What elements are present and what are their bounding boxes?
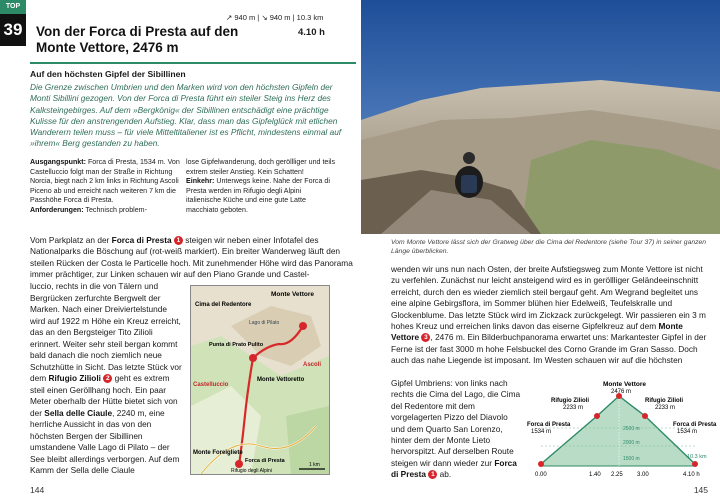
profile-elev-tick: 2500 m: [623, 426, 640, 432]
profile-time-tick: 1.40: [589, 472, 601, 478]
page-number-right: 145: [693, 485, 708, 495]
profile-end: Forca di Presta: [673, 422, 717, 428]
map-label: Cima del Redentore: [195, 302, 252, 308]
profile-start-elev: 1534 m: [531, 429, 552, 435]
body-text-1: Vom Parkplatz an der Forca di Presta 1 steigen wir neben einer Infotafel des Nationalparks die Böschung auf (rot-weiß markiert). Ein breiter Wanderweg läuft den steilen Rücken der Costa le Particelle hoch. Mit zunehmender Höhe wird das Panorama immer prächtiger, zur Linken schauen wir auf den Piano Grande und Castel-: [30, 235, 353, 280]
waypoint-marker: 2: [103, 374, 112, 383]
map-label: Punta di Prato Pulito: [209, 342, 264, 348]
tour-time: 4.10 h: [298, 27, 325, 38]
page-number-left: 144: [30, 485, 45, 495]
info-box-right: [186, 158, 338, 216]
route-map: [190, 285, 330, 475]
profile-time-tick: 4.10 h: [683, 472, 700, 478]
map-label: Rifugio degli Alpini: [231, 468, 272, 474]
body-text-3: wenden wir uns nun nach Osten, der breite Aufstiegsweg zum Monte Vettore ist nicht zu verfehlen. Zunächst nur leicht ansteigend wird es in geröllliger Geländeeinschnitt erreicht, durch den es wieder ziemlich steil bergauf geht. Am Wegrand begleitet uns eine alpine Gebirgsflora, im Sommer blühen hier Edelweiß, Teufelskralle und Glockenblume. Das letzte Stück wird im Zickzack zurückgelegt. Wir passieren ein 3 m hohes Kreuz und erreichen links davon das eiserne Gipfelkreuz auf dem Monte Vettore 3 , 2476 m. Ein Bilderbuchpanorama erwartet uns: Markantester Gipfel in der Ferne ist der fast 3000 m hohe Felsbuckel des Corno Grande im Gran Sasso. Doch auch das nahe Liegende ist imposant. Im Westen schauen wir auf die höchsten: [391, 264, 707, 366]
right-page: [361, 0, 720, 501]
profile-time-tick: 3.00: [637, 472, 649, 478]
photo-caption: Vom Monte Vettore lässt sich der Gratweg über die Cima del Redentore (siehe Tour 37) in seiner ganzen Länge überblicken.: [391, 239, 707, 255]
profile-hut-left-elev: 2233 m: [563, 405, 584, 411]
body-text-2: luccio, rechts in die von Tälern und Bergrücken zerfurchte Bergwelt der Marken. Nach einer Dreiviertelstunde wird auf 1922 m Höhe ein Kreuz erreicht, das an den Bergsteiger Tito Zilioli erinnert. Weiter sehr steil bergan kommt bald danach die noch ziemlich neue Schutzhütte in Sicht. Das letzte Stück vor dem Rifugio Zilioli 2 geht es extrem steil einen Geröllhang hoch. Ein paar Meter oberhalb der Hütte bietet sich von der Sella delle Ciaule, 2240 m, eine herrliche Aussicht in das von den höchsten Bergen der Sibillinen umstandene Valle Lago di Pilato – der See bleibt allerdings verborgen. Auf dem Kamm der Sella delle Ciaule: [30, 281, 182, 475]
waypoint-marker: 3: [421, 333, 430, 342]
map-label: Monte Vettoretto: [257, 377, 305, 383]
profile-hut-left: Rifugio Zilioli: [551, 398, 589, 404]
tour-tag-top: TOP: [0, 0, 26, 14]
waypoint-marker: 1: [174, 236, 183, 245]
info-food: Einkehr: Unterwegs keine. Nahe der Forca di Presta werden im Rifugio degli Alpini italienische Küche und eine gute Latte macchiato geboten.: [186, 177, 330, 214]
map-label: Monte Foreigliete: [193, 450, 243, 456]
profile-peak-elev: 2476 m: [611, 389, 632, 395]
profile-time-tick: 2.25: [611, 472, 623, 478]
divider: [30, 62, 356, 64]
profile-distance: 10.3 km: [687, 454, 707, 460]
info-start: Ausgangspunkt: Forca di Presta, 1534 m. Von Castelluccio folgt man der Straße in Richtung Norcia, biegt nach 2 km links in Richtung Ascoli Piceno ab und erreicht nach weiteren 7 km die Passhöhe Forca di Presta.: [30, 158, 180, 205]
tour-number: 39: [0, 14, 26, 46]
intro-heading: Auf den höchsten Gipfel der Sibillinen: [30, 69, 186, 79]
map-scale: 1 km: [309, 462, 320, 468]
info-box-left: [30, 158, 182, 216]
info-requirements: Anforderungen: Technisch problem-: [30, 205, 147, 214]
map-label: Forca di Presta: [245, 458, 285, 464]
body-text-4: Gipfel Umbriens: von links nach rechts die Cima del Lago, die Cima del Redentore mit dem vorgelagerten Pizzo del Diavolo und dem Quarto San Lorenzo, hinter dem der Monte Lieto hervorspitzt. Auf derselben Route steigen wir dann wieder zur Forca di Presta 1 ab.: [391, 378, 521, 480]
profile-end-elev: 1534 m: [677, 429, 698, 435]
map-label: Ascoli: [303, 362, 322, 368]
mountain-photo: [361, 0, 720, 234]
profile-hut-right: Rifugio Zilioli: [645, 398, 683, 404]
profile-time-tick: 0.00: [535, 472, 547, 478]
map-label: Monte Vettore: [271, 291, 314, 298]
tour-tag: [0, 0, 26, 46]
info-requirements-cont: lose Gipfelwanderung, doch geröllliger und teils extrem steiler Anstieg. Kein Schatten!: [186, 158, 336, 176]
map-label: Castelluccio: [193, 382, 229, 388]
intro-text: Die Grenze zwischen Umbrien und den Marken wird von den höchsten Gipfeln der Monti Sibillini gezogen. Von der Forca di Presta führt ein steiler Steig ins Herz des Kalksteingebirges. Auf dem »Bergkönig« der Sibillinen entschädigt eine prächtige Kulisse für den anstrengenden Aufstieg. Klar, dass man das Gipfelglück mit etlichen Wanderern teilen muss – für viele Mitteltitaliener ist es Pflicht, mindestens einmal auf »ihrem« Berg gestanden zu haben.: [30, 82, 342, 149]
profile-start: Forca di Presta: [527, 422, 571, 428]
profile-peak-name: Monte Vettore: [603, 381, 646, 388]
profile-hut-right-elev: 2233 m: [655, 405, 676, 411]
map-label: Lago di Pilato: [249, 320, 280, 326]
waypoint-marker: 1: [428, 470, 437, 479]
profile-elev-tick: 1500 m: [623, 456, 640, 462]
tour-stats: ↗ 940 m | ↘ 940 m | 10.3 km: [226, 13, 324, 22]
elevation-profile: [527, 378, 717, 484]
page-title: Von der Forca di Presta auf den Monte Vettore, 2476 m: [36, 24, 239, 55]
profile-elev-tick: 2000 m: [623, 440, 640, 446]
